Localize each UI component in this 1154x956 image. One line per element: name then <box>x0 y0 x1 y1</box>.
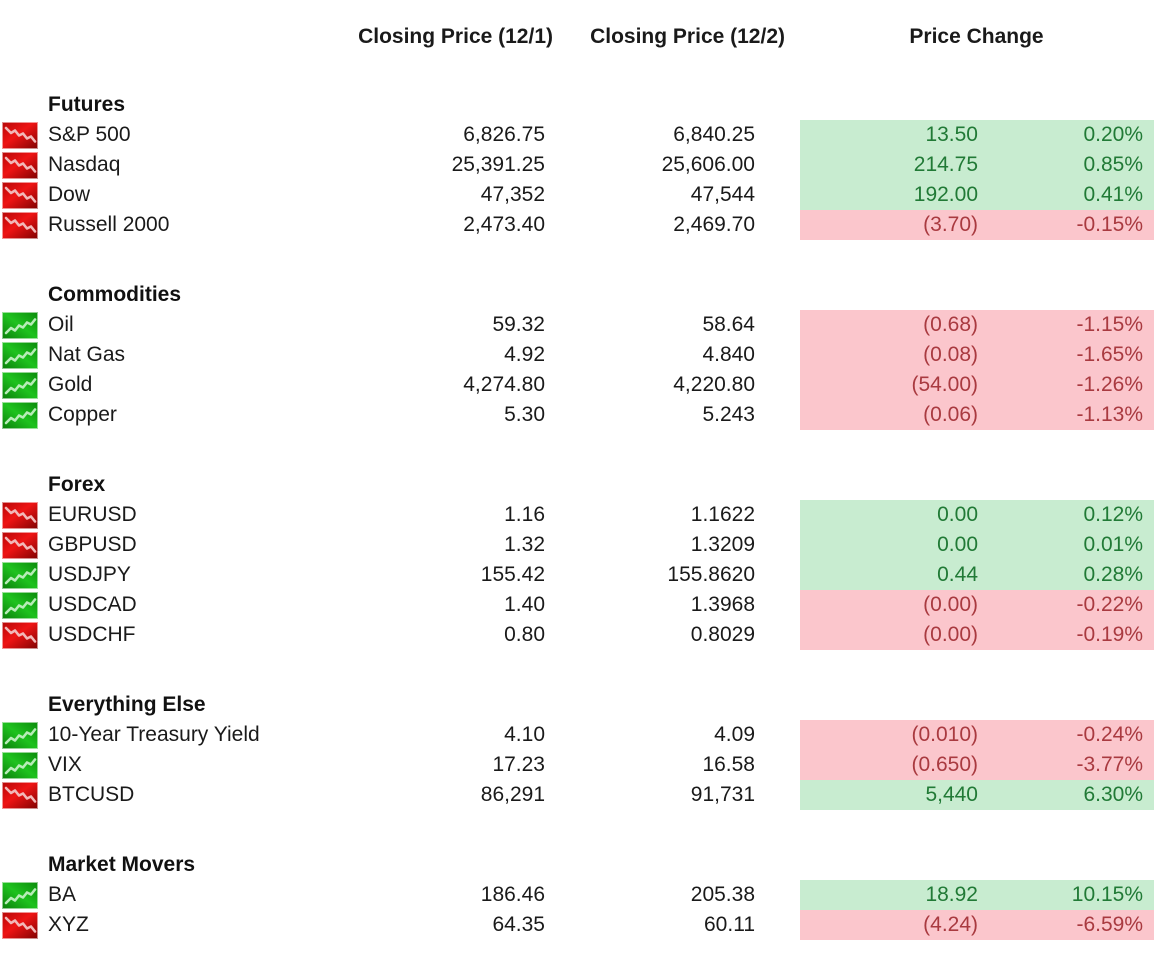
section-commodities <box>0 280 1154 430</box>
table-row <box>0 750 1154 780</box>
trend-down-icon <box>2 182 38 209</box>
price-change-pct-cell: -1.26% <box>1010 370 1154 400</box>
instrument-name: USDCHF <box>48 623 136 646</box>
instrument-name: Copper <box>48 403 117 426</box>
price-change-cell: 192.00 <box>800 180 1010 210</box>
section-rows <box>0 880 1154 940</box>
closing-price-2-cell: 4.840 <box>702 343 755 366</box>
table-row <box>0 310 1154 340</box>
price-change-pct-cell: 0.01% <box>1010 530 1154 560</box>
trend-down-icon <box>2 212 38 239</box>
icon-cell <box>0 530 48 560</box>
table-row <box>0 590 1154 620</box>
section-market-movers <box>0 850 1154 940</box>
price-change-pct-cell: 0.85% <box>1010 150 1154 180</box>
sections-container <box>0 90 1154 940</box>
closing-price-2-cell: 91,731 <box>690 783 755 806</box>
price-change-pct-cell: 0.20% <box>1010 120 1154 150</box>
closing-price-1-cell: 1.32 <box>504 533 545 556</box>
instrument-name: S&P 500 <box>48 123 131 146</box>
closing-price-2-cell: 60.11 <box>704 913 755 936</box>
table-header-row <box>0 22 1154 52</box>
trend-up-icon <box>2 882 38 909</box>
price-change-cell: (0.08) <box>800 340 1010 370</box>
price-change-cell: 5,440 <box>800 780 1010 810</box>
price-change-cell: (54.00) <box>800 370 1010 400</box>
icon-cell <box>0 400 48 430</box>
price-change-pct-cell: -1.65% <box>1010 340 1154 370</box>
price-change-cell: 0.44 <box>800 560 1010 590</box>
table-row <box>0 910 1154 940</box>
price-change-cell: 13.50 <box>800 120 1010 150</box>
closing-price-1-cell: 1.16 <box>504 503 545 526</box>
column-header-closing-price-1: Closing Price (12/1) <box>358 25 553 48</box>
instrument-name: Russell 2000 <box>48 213 170 236</box>
closing-price-2-cell: 1.3209 <box>690 533 755 556</box>
closing-price-2-cell: 4,220.80 <box>673 373 755 396</box>
closing-price-2-cell: 4.09 <box>714 723 755 746</box>
price-change-cell: (0.00) <box>800 620 1010 650</box>
closing-price-2-cell: 205.38 <box>690 883 755 906</box>
instrument-name: VIX <box>48 753 82 776</box>
instrument-name: Gold <box>48 373 93 396</box>
price-change-cell: (0.010) <box>800 720 1010 750</box>
table-row <box>0 560 1154 590</box>
trend-down-icon <box>2 622 38 649</box>
trend-down-icon <box>2 122 38 149</box>
price-change-pct-cell: -0.15% <box>1010 210 1154 240</box>
closing-price-2-cell: 16.58 <box>702 753 755 776</box>
closing-price-1-cell: 186.46 <box>480 883 545 906</box>
icon-cell <box>0 370 48 400</box>
section-rows <box>0 310 1154 430</box>
table-row <box>0 530 1154 560</box>
price-change-cell: 214.75 <box>800 150 1010 180</box>
icon-cell <box>0 340 48 370</box>
instrument-name: XYZ <box>48 913 89 936</box>
instrument-name: BA <box>48 883 77 906</box>
icon-cell <box>0 310 48 340</box>
closing-price-2-cell: 155.8620 <box>667 563 755 586</box>
closing-price-1-cell: 4.92 <box>504 343 545 366</box>
price-change-cell: (4.24) <box>800 910 1010 940</box>
closing-price-2-cell: 0.8029 <box>690 623 755 646</box>
table-row <box>0 210 1154 240</box>
section-label: Market Movers <box>48 853 196 876</box>
closing-price-1-cell: 25,391.25 <box>451 153 545 176</box>
closing-price-1-cell: 47,352 <box>480 183 545 206</box>
price-change-cell: 0.00 <box>800 530 1010 560</box>
closing-price-1-cell: 0.80 <box>504 623 545 646</box>
icon-cell <box>0 560 48 590</box>
price-change-cell: 0.00 <box>800 500 1010 530</box>
closing-price-1-cell: 1.40 <box>504 593 545 616</box>
icon-cell <box>0 150 48 180</box>
icon-cell <box>0 720 48 750</box>
trend-down-icon <box>2 152 38 179</box>
closing-price-1-cell: 5.30 <box>504 403 545 426</box>
closing-price-2-cell: 58.64 <box>702 313 755 336</box>
closing-price-1-cell: 64.35 <box>492 913 545 936</box>
price-change-cell: (0.06) <box>800 400 1010 430</box>
closing-price-2-cell: 2,469.70 <box>673 213 755 236</box>
trend-up-icon <box>2 592 38 619</box>
section-futures <box>0 90 1154 240</box>
section-rows <box>0 120 1154 240</box>
trend-up-icon <box>2 342 38 369</box>
instrument-name: Nasdaq <box>48 153 121 176</box>
price-change-pct-cell: 10.15% <box>1010 880 1154 910</box>
closing-price-1-cell: 4.10 <box>504 723 545 746</box>
table-row <box>0 720 1154 750</box>
icon-cell <box>0 590 48 620</box>
instrument-name: USDJPY <box>48 563 131 586</box>
trend-up-icon <box>2 752 38 779</box>
instrument-name: Oil <box>48 313 74 336</box>
table-row <box>0 120 1154 150</box>
closing-price-1-cell: 4,274.80 <box>463 373 545 396</box>
section-label: Commodities <box>48 283 182 306</box>
price-change-pct-cell: 0.28% <box>1010 560 1154 590</box>
closing-price-2-cell: 1.1622 <box>690 503 755 526</box>
icon-cell <box>0 620 48 650</box>
table-row <box>0 620 1154 650</box>
table-row <box>0 400 1154 430</box>
trend-down-icon <box>2 502 38 529</box>
instrument-name: USDCAD <box>48 593 137 616</box>
closing-price-1-cell: 2,473.40 <box>463 213 545 236</box>
price-change-cell: (0.00) <box>800 590 1010 620</box>
trend-up-icon <box>2 722 38 749</box>
price-change-cell: 18.92 <box>800 880 1010 910</box>
closing-price-2-cell: 25,606.00 <box>661 153 755 176</box>
closing-price-1-cell: 17.23 <box>492 753 545 776</box>
price-change-pct-cell: -1.13% <box>1010 400 1154 430</box>
price-change-cell: (3.70) <box>800 210 1010 240</box>
price-change-cell: (0.650) <box>800 750 1010 780</box>
table-row <box>0 880 1154 910</box>
closing-price-1-cell: 155.42 <box>480 563 545 586</box>
price-change-pct-cell: -0.24% <box>1010 720 1154 750</box>
section-label: Forex <box>48 473 106 496</box>
icon-cell <box>0 880 48 910</box>
section-label: Futures <box>48 93 126 116</box>
price-change-pct-cell: -3.77% <box>1010 750 1154 780</box>
table-row <box>0 340 1154 370</box>
table-row <box>0 150 1154 180</box>
instrument-name: BTCUSD <box>48 783 135 806</box>
trend-down-icon <box>2 782 38 809</box>
price-change-pct-cell: -6.59% <box>1010 910 1154 940</box>
instrument-name: Nat Gas <box>48 343 126 366</box>
trend-down-icon <box>2 912 38 939</box>
trend-down-icon <box>2 532 38 559</box>
price-change-cell: (0.68) <box>800 310 1010 340</box>
section-everything-else <box>0 690 1154 810</box>
closing-price-1-cell: 59.32 <box>492 313 545 336</box>
instrument-name: GBPUSD <box>48 533 137 556</box>
table-row <box>0 180 1154 210</box>
section-rows <box>0 720 1154 810</box>
icon-cell <box>0 210 48 240</box>
section-rows <box>0 500 1154 650</box>
closing-price-2-cell: 1.3968 <box>690 593 755 616</box>
trend-up-icon <box>2 372 38 399</box>
section-forex <box>0 470 1154 650</box>
table-row <box>0 370 1154 400</box>
section-label: Everything Else <box>48 693 206 716</box>
closing-price-2-cell: 6,840.25 <box>673 123 755 146</box>
icon-cell <box>0 500 48 530</box>
trend-up-icon <box>2 562 38 589</box>
table-row <box>0 780 1154 810</box>
price-change-pct-cell: -1.15% <box>1010 310 1154 340</box>
price-change-pct-cell: -0.22% <box>1010 590 1154 620</box>
trend-up-icon <box>2 312 38 339</box>
closing-price-1-cell: 6,826.75 <box>463 123 545 146</box>
instrument-name: EURUSD <box>48 503 137 526</box>
instrument-name: 10-Year Treasury Yield <box>48 723 260 746</box>
icon-cell <box>0 120 48 150</box>
icon-cell <box>0 750 48 780</box>
column-header-closing-price-2: Closing Price (12/2) <box>590 25 785 48</box>
price-change-pct-cell: 6.30% <box>1010 780 1154 810</box>
instrument-name: Dow <box>48 183 91 206</box>
table-row <box>0 500 1154 530</box>
icon-cell <box>0 780 48 810</box>
icon-cell <box>0 910 48 940</box>
closing-price-2-cell: 47,544 <box>690 183 755 206</box>
price-change-pct-cell: 0.41% <box>1010 180 1154 210</box>
price-change-pct-cell: -0.19% <box>1010 620 1154 650</box>
price-change-pct-cell: 0.12% <box>1010 500 1154 530</box>
closing-price-2-cell: 5.243 <box>702 403 755 426</box>
column-header-price-change: Price Change <box>909 25 1044 48</box>
closing-price-1-cell: 86,291 <box>480 783 545 806</box>
trend-up-icon <box>2 402 38 429</box>
icon-cell <box>0 180 48 210</box>
